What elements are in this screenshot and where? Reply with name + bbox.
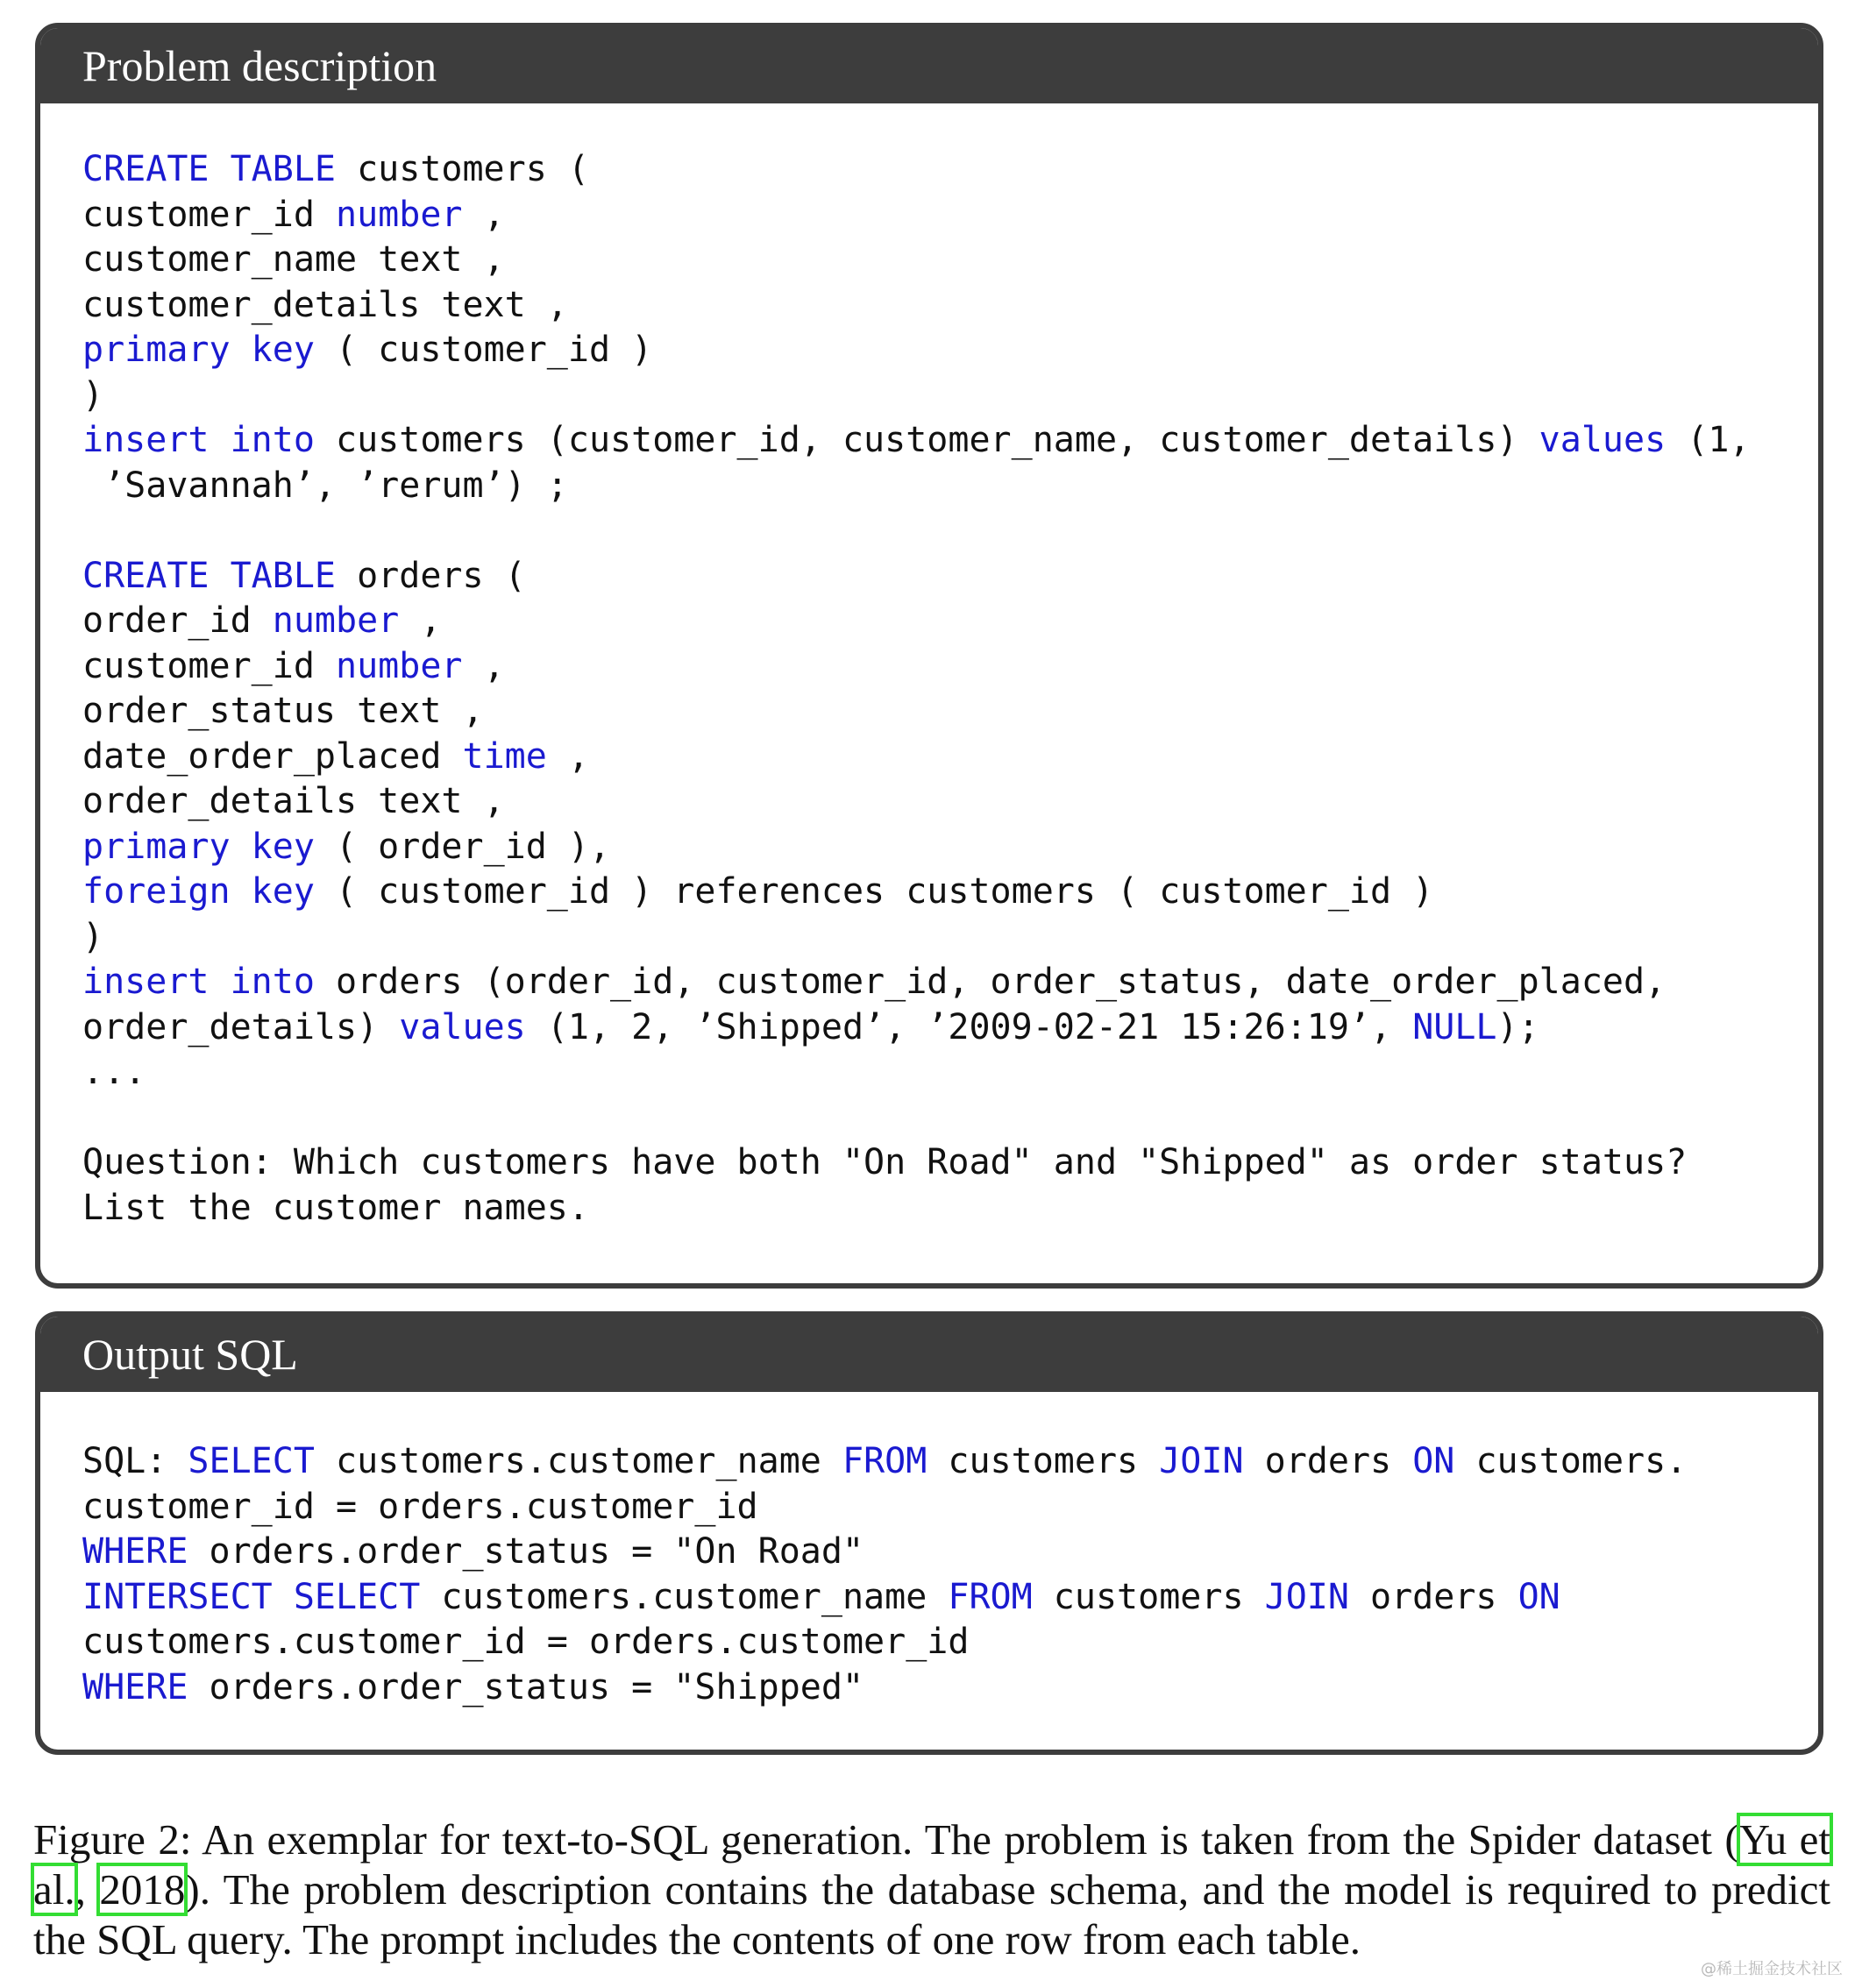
code-line — [82, 870, 1801, 915]
code-line — [82, 283, 1801, 329]
code-line — [82, 464, 1801, 509]
code-line — [82, 1530, 1801, 1575]
code-line — [82, 735, 1801, 780]
code-text: ( order_id ), — [314, 826, 611, 867]
code-line — [82, 1096, 1801, 1141]
code-line — [82, 1485, 1801, 1530]
code-text: orders (order_id, customer_id, order_status, date_order_placed, — [314, 962, 1667, 1002]
sql-keyword: time — [462, 735, 547, 777]
code-text: ( customer_id ) references customers ( customer_id ) — [314, 871, 1434, 912]
code-text: customers ( — [335, 149, 589, 189]
sql-keyword: WHERE — [82, 1531, 188, 1572]
code-text: (1, — [1666, 420, 1751, 460]
citation-year-link[interactable]: 2018 — [99, 1865, 186, 1913]
caption-text-start: Figure 2: An exemplar for text-to-SQL generation. The problem is taken from the Spider dataset ( — [33, 1815, 1739, 1864]
code-text: customer_id = orders.customer_id — [82, 1486, 758, 1527]
sql-keyword: ON — [1412, 1441, 1455, 1481]
code-text: order_details) — [82, 1006, 400, 1047]
code-line — [82, 328, 1801, 373]
code-line — [82, 418, 1801, 464]
code-text: Question: Which customers have both "On Road" and "Shipped" as order status? — [82, 1142, 1688, 1182]
code-line — [82, 1439, 1801, 1485]
sql-keyword: CREATE TABLE — [82, 555, 336, 596]
code-line — [82, 147, 1801, 193]
citation-separator: , — [75, 1865, 100, 1913]
figure-caption — [33, 1814, 1830, 1964]
sql-keyword: insert into — [82, 420, 315, 460]
code-text: customers.customer_id = orders.customer_id — [82, 1622, 970, 1662]
watermark: @稀土掘金技术社区 — [1701, 1960, 1843, 1978]
code-text: customers. — [1454, 1441, 1688, 1481]
code-text: orders.order_status = "On Road" — [188, 1531, 864, 1572]
code-text: customer_details text , — [82, 284, 568, 325]
code-line — [82, 1575, 1801, 1621]
code-line — [82, 554, 1801, 600]
code-text: customers — [1032, 1576, 1265, 1617]
sql-keyword: primary key — [82, 826, 315, 867]
sql-keyword: FROM — [842, 1441, 927, 1481]
output-sql-title: Output SQL — [40, 1317, 1818, 1392]
code-text: customers (customer_id, customer_name, customer_details) — [314, 420, 1539, 460]
code-text: ( customer_id ) — [314, 330, 653, 370]
code-line — [82, 373, 1801, 419]
code-line — [82, 644, 1801, 690]
sql-keyword: CREATE TABLE — [82, 149, 336, 189]
code-line — [82, 689, 1801, 735]
code-line — [82, 1005, 1801, 1051]
code-text: SQL: — [82, 1441, 188, 1481]
citation-author-link[interactable]: Yu et al. — [33, 1815, 1830, 1913]
code-text: , — [462, 194, 505, 235]
code-text: customer_name text , — [82, 239, 505, 280]
sql-keyword: number — [335, 645, 463, 686]
code-text: order_status text , — [82, 691, 484, 731]
sql-keyword: WHERE — [82, 1666, 188, 1708]
code-line — [82, 599, 1801, 644]
problem-description-panel — [35, 23, 1823, 1289]
code-line — [82, 1186, 1801, 1232]
sql-keyword: insert into — [82, 962, 315, 1002]
sql-keyword: number — [335, 194, 463, 235]
problem-description-title: Problem description — [40, 28, 1818, 103]
sql-keyword: SELECT — [188, 1441, 315, 1481]
sql-keyword: FROM — [948, 1576, 1033, 1617]
code-text: ) — [82, 374, 104, 415]
code-text: (1, 2, ’Shipped’, ’2009-02-21 15:26:19’, — [525, 1006, 1413, 1047]
code-text: customers.customer_name — [420, 1576, 949, 1617]
sql-keyword: foreign key — [82, 871, 315, 912]
code-text: customers — [927, 1441, 1160, 1481]
code-line — [82, 779, 1801, 825]
code-text: order_id — [82, 600, 273, 641]
sql-keyword: primary key — [82, 330, 315, 370]
code-text: date_order_placed — [82, 735, 463, 777]
code-line — [82, 238, 1801, 283]
code-text: orders — [1348, 1576, 1518, 1617]
code-text: customer_id — [82, 645, 336, 686]
sql-keyword: JOIN — [1264, 1576, 1349, 1617]
code-line — [82, 825, 1801, 870]
sql-keyword: INTERSECT SELECT — [82, 1576, 421, 1617]
code-line — [82, 1050, 1801, 1096]
sql-keyword: JOIN — [1159, 1441, 1244, 1481]
code-line — [82, 1140, 1801, 1186]
sql-keyword: values — [1539, 420, 1667, 460]
code-text: orders — [1243, 1441, 1413, 1481]
code-text: ) — [82, 916, 104, 957]
code-text: ’Savannah’, ’rerum’) ; — [82, 465, 568, 506]
sql-keyword: NULL — [1412, 1006, 1497, 1047]
sql-code-block — [82, 1439, 1801, 1710]
code-line — [82, 193, 1801, 238]
code-line — [82, 1620, 1801, 1665]
code-text: customers.customer_name — [314, 1441, 842, 1481]
code-line — [82, 508, 1801, 554]
caption-text-end: ). The problem description contains the database schema, and the model is required to predict the SQL query. The prompt includes the contents of one row from each table. — [33, 1865, 1831, 1963]
code-line — [82, 1665, 1801, 1711]
code-text: , — [546, 735, 589, 777]
sql-keyword: values — [399, 1006, 526, 1047]
sql-keyword: ON — [1517, 1576, 1560, 1617]
code-text: orders.order_status = "Shipped" — [188, 1666, 864, 1708]
code-line — [82, 960, 1801, 1005]
output-sql-panel — [35, 1311, 1823, 1755]
code-text: order_details text , — [82, 781, 505, 821]
code-text: orders ( — [335, 555, 526, 596]
sql-keyword: number — [272, 600, 400, 641]
code-text: customer_id — [82, 194, 336, 235]
code-text: ); — [1496, 1006, 1539, 1047]
code-text: , — [399, 600, 442, 641]
code-text: , — [462, 645, 505, 686]
schema-code-block — [82, 147, 1801, 1231]
code-text: ... — [82, 1052, 146, 1092]
code-text: List the customer names. — [82, 1187, 589, 1228]
code-line — [82, 915, 1801, 961]
